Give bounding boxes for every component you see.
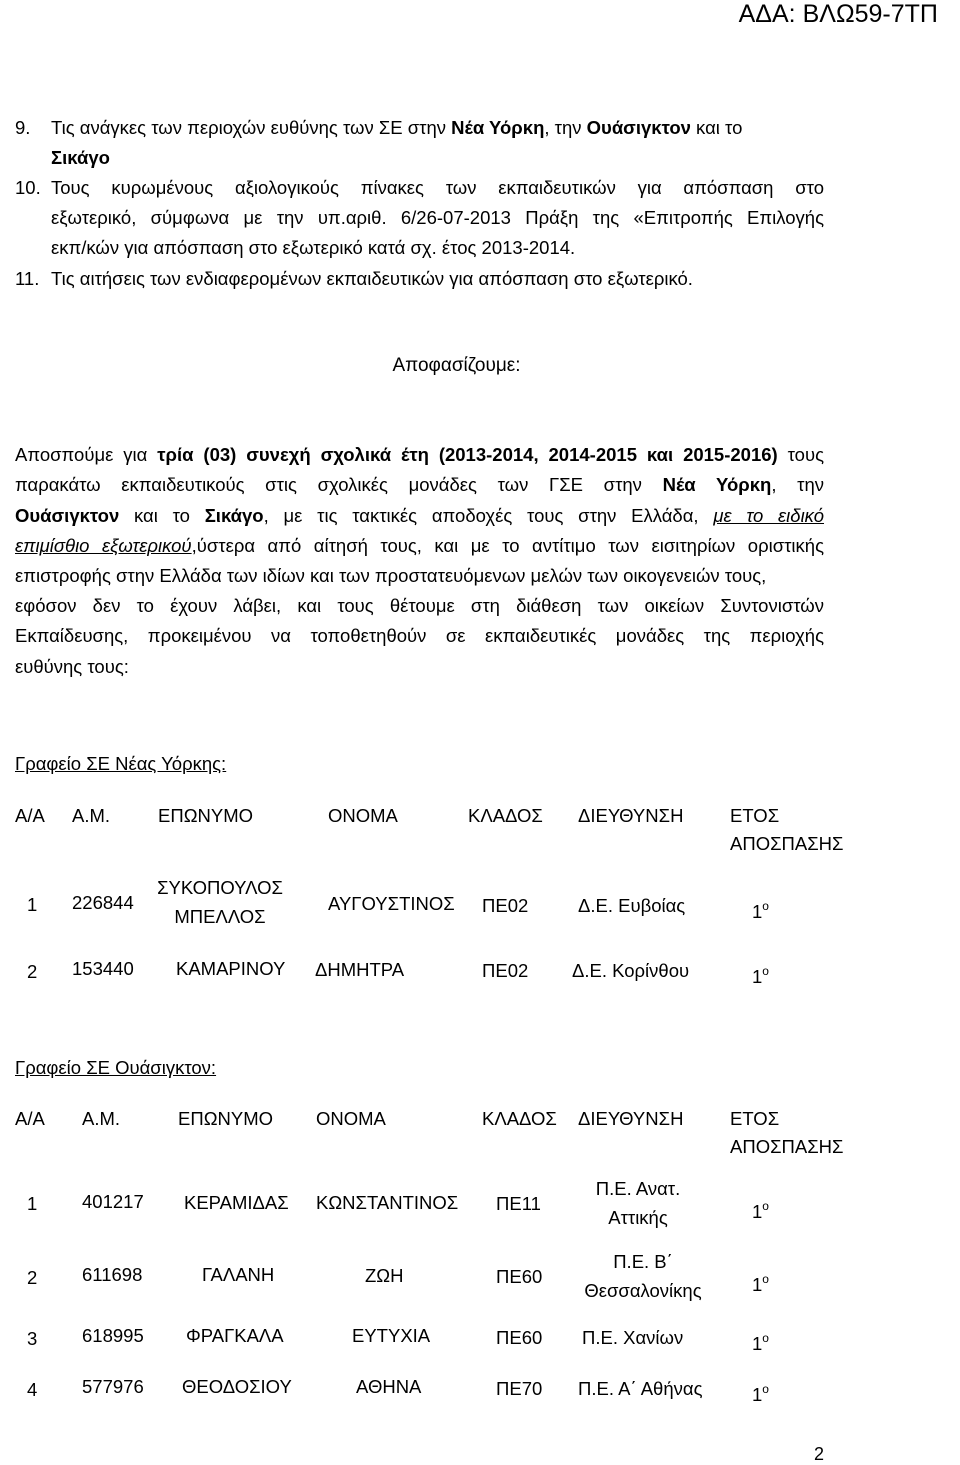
cell-directorate: Π.Ε. Χανίων <box>582 1327 684 1348</box>
cell-am: 577976 <box>82 1376 144 1397</box>
item-9-line-2: Σικάγο <box>51 147 110 168</box>
cell-directorate: Δ.Ε. Ευβοίας <box>578 895 686 916</box>
cell-branch: ΠΕ02 <box>482 960 529 981</box>
cell-branch: ΠΕ60 <box>496 1327 543 1348</box>
cell-branch: ΠΕ70 <box>496 1378 543 1399</box>
cell-year: $1^o$ <box>752 964 769 987</box>
cell-directorate-line-2: Θεσσαλονίκης <box>584 1280 702 1301</box>
page-number: 2 <box>813 1444 824 1464</box>
cell-surname-line-2: ΜΠΕΛΛΟΣ <box>174 906 266 927</box>
cell-directorate-line-2: Αττικής <box>608 1207 668 1228</box>
cell-directorate: Π.Ε. Α΄ Αθήνας <box>578 1378 703 1399</box>
cell-surname: ΚΑΜΑΡΙΝΟΥ <box>176 958 286 979</box>
ada-code: ΑΔΑ: ΒΛΩ59-7ΤΠ <box>738 0 938 28</box>
col-year-line-2: ΑΠΟΣΠΑΣΗΣ <box>730 1136 844 1157</box>
cell-aa: 3 <box>27 1328 38 1349</box>
cell-surname: ΘΕΟΔΟΣΙΟΥ <box>182 1376 292 1397</box>
cell-surname: ΦΡΑΓΚΑΛΑ <box>186 1325 284 1346</box>
cell-year: $1^o$ <box>752 1272 769 1295</box>
item-10-line-1: 10. Τους κυρωμένους αξιολογικούς πίνακες των εκπαιδευτικών για απόσπαση στο <box>15 177 824 198</box>
item-11-line-1: 11. Τις αιτήσεις των ενδιαφερομένων εκπαιδευτικών για απόσπαση στο εξωτερικό. <box>15 268 693 289</box>
cell-directorate-line-1: Π.Ε. Β΄ <box>613 1251 673 1272</box>
cell-branch: ΠΕ60 <box>496 1266 543 1287</box>
cell-year: $1^o$ <box>752 899 769 922</box>
cell-year: $1^o$ <box>752 1382 769 1405</box>
cell-year: $1^o$ <box>752 1199 769 1222</box>
col-branch: ΚΛΑΔΟΣ <box>482 1108 557 1129</box>
cell-aa: 2 <box>27 1267 38 1288</box>
cell-name: ΚΩΝΣΤΑΝΤΙΝΟΣ <box>316 1192 459 1213</box>
cell-name: ΖΩΗ <box>365 1265 404 1286</box>
col-directorate: ΔΙΕΥΘΥΝΣΗ <box>578 1108 684 1129</box>
item-10-line-3: εκπ/κών για απόσπαση στο εξωτερικό κατά σχ. έτος 2013-2014. <box>51 237 576 258</box>
cell-aa: 2 <box>27 961 38 982</box>
cell-aa: 1 <box>27 894 38 915</box>
decision-line-6: εφόσον δεν το έχουν λάβει, και τους θέτουμε στη διάθεση των οικείων Συντονιστών <box>15 595 824 616</box>
item-10-line-2: εξωτερικό, σύμφωνα με την υπ.αριθ. 6/26-07-2013 Πράξη της «Επιτροπής Επιλογής <box>51 207 824 228</box>
decision-heading: Αποφασίζουμε: <box>392 355 521 376</box>
cell-surname: ΓΑΛΑΝΗ <box>202 1264 275 1285</box>
cell-am: 226844 <box>72 892 134 913</box>
cell-year: $1^o$ <box>752 1331 769 1354</box>
ny-office-title: Γραφείο ΣΕ Νέας Υόρκης: <box>15 753 227 774</box>
decision-line-1: Αποσπούμε για τρία (03) συνεχή σχολικά έτη (2013-2014, 2014-2015 και 2015-2016) τους <box>15 444 824 465</box>
cell-am: 401217 <box>82 1191 144 1212</box>
item-9-line-1: 9. Τις ανάγκες των περιοχών ευθύνης των ΣΕ στην Νέα Υόρκη, την Ουάσιγκτον και το <box>15 117 743 138</box>
cell-name: ΔΗΜΗΤΡΑ <box>315 959 405 980</box>
col-branch: ΚΛΑΔΟΣ <box>468 805 543 826</box>
decision-line-7: Εκπαίδευσης, προκειμένου να τοποθετηθούν σε εκπαιδευτικές μονάδες της περιοχής <box>15 625 824 646</box>
decision-line-8: ευθύνης τους: <box>15 656 129 677</box>
cell-am: 618995 <box>82 1325 144 1346</box>
cell-am: 153440 <box>72 958 134 979</box>
col-name: ΟΝΟΜΑ <box>316 1108 386 1129</box>
decision-line-4: επιμίσθιο εξωτερικού,ύστερα από αίτησή τους, και με το αντίτιμο των εισιτηρίων οριστικής <box>15 535 824 556</box>
cell-am: 611698 <box>82 1264 143 1285</box>
col-aa: Α/Α <box>15 805 45 826</box>
dc-office-title: Γραφείο ΣΕ Ουάσιγκτον: <box>15 1057 217 1078</box>
col-am: Α.Μ. <box>82 1108 121 1129</box>
cell-directorate: Δ.Ε. Κορίνθου <box>572 960 690 981</box>
col-surname: ΕΠΩΝΥΜΟ <box>178 1108 274 1129</box>
cell-aa: 1 <box>27 1193 38 1214</box>
col-aa: Α/Α <box>15 1108 45 1129</box>
cell-surname-line-1: ΣΥΚΟΠΟΥΛΟΣ <box>157 877 283 898</box>
decision-line-2: παρακάτω εκπαιδευτικούς στις σχολικές μονάδες των ΓΣΕ στην Νέα Υόρκη, την <box>15 474 824 495</box>
col-year-line-1: ΕΤΟΣ <box>730 1108 780 1129</box>
cell-branch: ΠΕ11 <box>496 1193 541 1214</box>
col-year-line-1: ΕΤΟΣ <box>730 805 780 826</box>
cell-name: ΑΥΓΟΥΣΤΙΝΟΣ <box>328 893 455 914</box>
col-am: Α.Μ. <box>72 805 111 826</box>
cell-aa: 4 <box>27 1379 38 1400</box>
col-name: ΟΝΟΜΑ <box>328 805 398 826</box>
col-surname: ΕΠΩΝΥΜΟ <box>158 805 254 826</box>
decision-line-3: Ουάσιγκτον και το Σικάγο, με τις τακτικές αποδοχές τους στην Ελλάδα, με το ειδικό <box>15 505 824 526</box>
cell-name: ΕΥΤΥΧΙΑ <box>352 1325 431 1346</box>
cell-branch: ΠΕ02 <box>482 895 529 916</box>
cell-surname: ΚΕΡΑΜΙΔΑΣ <box>184 1192 289 1213</box>
cell-name: ΑΘΗΝΑ <box>356 1376 422 1397</box>
col-year-line-2: ΑΠΟΣΠΑΣΗΣ <box>730 833 844 854</box>
cell-directorate-line-1: Π.Ε. Ανατ. <box>595 1178 681 1199</box>
col-directorate: ΔΙΕΥΘΥΝΣΗ <box>578 805 684 826</box>
decision-line-5: επιστροφής στην Ελλάδα των ιδίων και των προστατευόμενων μελών των οικογενειών τους, <box>15 565 767 586</box>
